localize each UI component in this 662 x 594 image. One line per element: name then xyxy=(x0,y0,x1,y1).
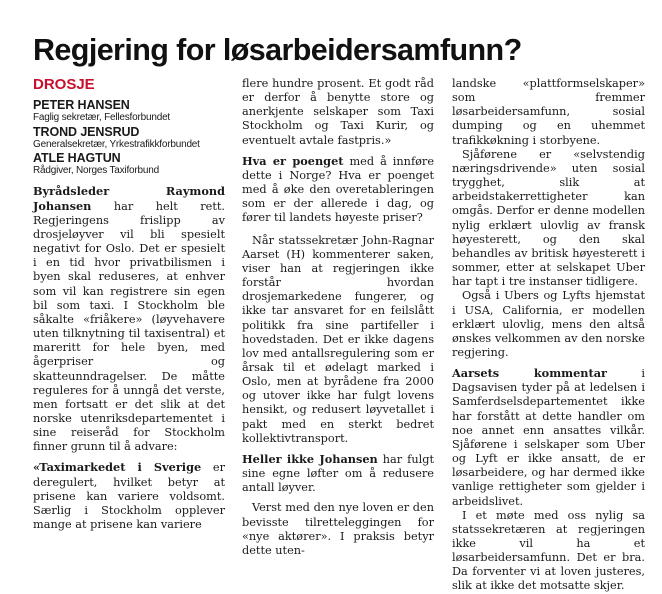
paragraph xyxy=(242,452,434,495)
paragraph xyxy=(242,154,434,226)
paragraph: Også i Ubers og Lyfts hjemstat i USA, California, er modellen erklært ulovlig, mens den altså ønskes velkommen av den norske regjering. xyxy=(452,289,645,359)
author-name: PETER HANSEN xyxy=(33,98,130,112)
author-role: Rådgiver, Norges Taxiforbund xyxy=(33,165,159,176)
lead-in: «Taximarkedet i Sverige xyxy=(33,460,202,475)
paragraph: Verst med den nye loven er den bevisste tilretteleggingen for «nye aktører». I praksis betyr dette uten- xyxy=(242,501,434,557)
paragraph: Når statssekretær John-Ragnar Aarset (H) kommenterer saken, viser han at regjeringen ikke forstår hvordan drosjemarkedene fungerer, og ikke tar ansvaret for en feilslått politikk fra sine partifeller i hovedstaden. Det er ikke dagens lov med antallsregulering som er årsak til et ødelagt marked i Oslo, men at byrådene fra 2000 og utover ikke har fulgt lovens hensikt, og redusert løyvetallet i pakt med en sterkt bedret kollektivtransport. xyxy=(242,233,434,445)
paragraph xyxy=(33,460,225,532)
byline-block xyxy=(33,76,225,178)
lead-in: Aarsets kommentar xyxy=(452,366,608,381)
paragraph-text: har helt rett. Regjeringens frislipp av drosjeløyver vil bli spesielt negativt for Oslo. Det er spesielt i en tid hvor privatbilismen i byen skal reduseres, at enhver som vil kan registrere sin egen bil som taxi. I Stockholm ble såkalte «friåkere» (løyvehavere uten tilknytning til taxisentral) et mareritt for hele byen, med ågerpriser og skatteunndragelser. De måtte reguleres for å unngå det verste, men fortsatt er det slik at det norske utenriksdepartementet i sine reiseråd for Stockholm finner grunn til å advare: xyxy=(33,199,226,454)
paragraph: flere hundre prosent. Et godt råd er derfor å benytte store og anerkjente selskaper som Taxi Stockholm og Taxi Kurir, og eventuelt avtale fastpris.» xyxy=(242,77,434,147)
paragraph: I et møte med oss nylig sa statssekretæren at regjeringen ikke vil ha et løsarbeidersamfunn. Det er bra. Da forventer vi at loven justeres, slik at ikke det motsatte skjer. xyxy=(452,508,645,593)
paragraph-text: i Dagsavisen tyder på at ledelsen i Samferdselsdepartementet ikke har forstått at dette handler om noe annet enn ansattes vilkår. Sjåførene i selskaper som Uber og Lyft er ikke ansatt, de er løsarbeidere, og har dermed ikke vanlige rettigheter som gjelder i arbeidslivet. xyxy=(452,367,645,508)
paragraph xyxy=(33,184,225,455)
headline: Regjering for løsarbeidersamfunn? xyxy=(33,33,522,67)
author-name: ATLE HAGTUN xyxy=(33,151,121,165)
paragraph xyxy=(452,366,645,509)
lead-in: Byrådsleder Raymond Johansen xyxy=(33,183,225,213)
paragraph: landske «plattformselskaper» som fremmer løsarbeidersamfunn, sosial dumping og en uhemmet trafikkøkning i storbyene. xyxy=(452,77,645,147)
author-role: Generalsekretær, Yrkestrafikkforbundet xyxy=(33,138,200,150)
paragraph-text: har fulgt sine egne løfter om å redusere antall løyver. xyxy=(242,452,435,495)
column-2 xyxy=(242,77,434,558)
paragraph: Sjåførene er «selvstendig næringsdrivende» uten sosial trygghet, slik at arbeidstakerrettigheter kan omgås. Derfor er denne modellen nylig erklært ulovlig av fransk høyesterett, og den skal behandles av britisk høyesterett i sommer, etter at selskapet Uber har tapt i tre instanser tidligere. xyxy=(452,147,645,289)
column-1 xyxy=(33,76,225,532)
paragraph-text: med å innføre dette i Norge? Hva er poenget med å øke den overetableringen som er der allerede i dag, og fører til landets høyeste priser? xyxy=(242,154,435,225)
author-role: Faglig sekretær, Fellesforbundet xyxy=(33,112,171,123)
column-3 xyxy=(452,77,645,594)
paragraph-text: er deregulert, hvilket betyr at prisene kan variere voldsomt. Særlig i Stockholm opplever mange at prisene kan variere xyxy=(33,461,225,532)
author-name: TROND JENSRUD xyxy=(33,124,140,139)
section-label: DROSJE xyxy=(33,76,95,93)
lead-in: Heller ikke Johansen xyxy=(242,451,378,466)
lead-in: Hva er poenget xyxy=(242,153,344,168)
